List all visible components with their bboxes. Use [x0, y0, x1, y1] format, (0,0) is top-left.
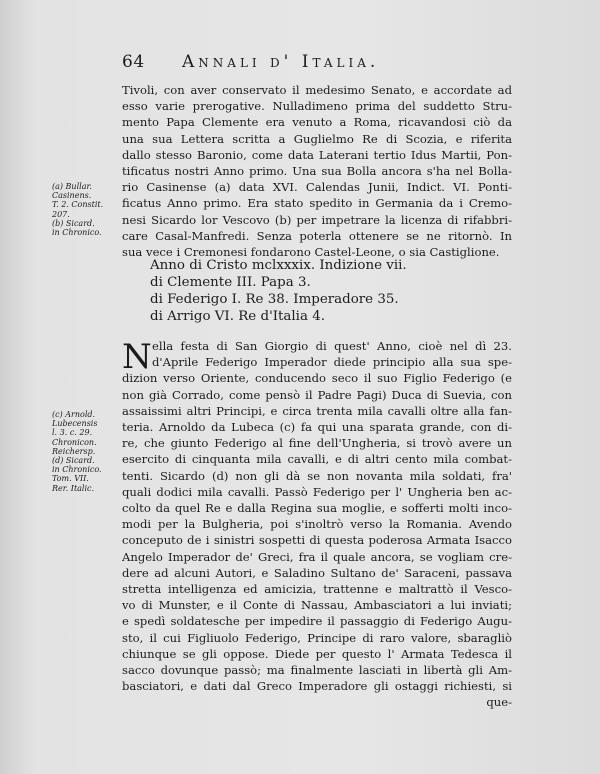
margin-note-line: Tom. VII.: [52, 474, 89, 484]
margin-note-line: Casinens.: [52, 191, 92, 201]
text-line: d'Aprile Federigo Imperador diede principio alla sua spe-: [152, 355, 512, 370]
margin-note-line: Chronicon.: [52, 437, 97, 447]
margin-note-line: l. 3. c. 29.: [52, 428, 93, 438]
margin-note-line: Lubecensis: [52, 419, 98, 429]
margin-note-line: (d) Sicard.: [52, 456, 95, 466]
text-line: basciatori, e dati dal Greco Imperadore gli ostaggi richiesti, si: [122, 679, 512, 694]
text-line: dere ad alcuni Autori, e Saladino Sultano de' Saraceni, passava: [122, 565, 512, 580]
text-line: rio Casinense (a) data XVI. Calendas Junii, Indict. VI. Ponti-: [122, 180, 512, 195]
margin-note-line: in Chronico.: [52, 228, 102, 238]
paragraph-1: [122, 82, 512, 260]
heading-line: di Clemente III. Papa 3.: [150, 275, 311, 290]
heading-line: Anno di Cristo mclxxxix. Indizione vii.: [150, 258, 407, 273]
text-line: sacco dovunque passò; ma finalmente lasciati in libertà gli Am-: [122, 663, 512, 678]
margin-notes-1: [52, 182, 122, 237]
margin-note-line: Reichersp.: [52, 446, 96, 456]
paragraph-2: [122, 338, 512, 711]
text-line: Tivoli, con aver conservato il medesimo Senato, e accordate ad: [122, 83, 512, 97]
running-title: Annali d' Italia.: [182, 52, 380, 72]
text-line: ficatus Anno primo. Era stato spedito in Germania da i Cremo-: [122, 196, 512, 211]
text-line: modi per la Bulgheria, poi s'inoltrò verso la Romania. Avendo: [122, 517, 512, 532]
text-line: ella festa di San Giorgio di quest' Anno, cioè nel dì 23.: [152, 339, 512, 353]
text-line: vo di Munster, e il Conte di Nassau, Ambasciatori a lui inviati;: [122, 598, 512, 613]
text-line: stretta intelligenza ed amicizia, trattenne e maltrattò il Vesco-: [122, 582, 512, 597]
text-line: e spedì soldatesche per impedire il passaggio di Federigo Augu-: [122, 614, 512, 629]
text-line: colto da quel Re e dalla Regina sua moglie, e sofferti molti inco-: [122, 501, 512, 516]
text-line: re, che giunto Federigo al fine dell'Ungheria, si trovò avere un: [122, 436, 512, 451]
text-line: dallo stesso Baronio, come data Laterani tertio Idus Martii, Pon-: [122, 147, 512, 162]
text-line: teria. Arnoldo da Lubeca (c) fa qui una sparata grande, con di-: [122, 420, 512, 435]
text-line: una sua Lettera scritta a Guglielmo Re di Scozia, e riferita: [122, 131, 512, 146]
year-heading: [150, 257, 510, 325]
text-line: tificatus nostri Anno primo. Una sua Bolla ancora s'ha nel Bolla-: [122, 164, 512, 179]
text-line: que-: [486, 695, 512, 710]
text-line: tenti. Sicardo (d) non gli dà se non novanta mila soldati, fra': [122, 468, 512, 483]
drop-cap: N: [122, 337, 152, 377]
text-line: chiunque se gli oppose. Diede per questo l' Armata Tedesca il: [122, 646, 512, 661]
text-line: assaissimi altri Principi, e circa trenta mila cavalli oltre alla fan-: [122, 403, 512, 418]
margin-note-line: in Chronico.: [52, 465, 102, 475]
text-line: nesi Sicardo lor Vescovo (b) per impetrare la licenza di rifabbri-: [122, 212, 512, 227]
text-line: quali dodici mila cavalli. Passò Federigo per l' Ungheria ben ac-: [122, 484, 512, 499]
text-line: non già Corrado, come pensò il Padre Pagi) Duca di Suevia, con: [122, 387, 512, 402]
text-line: sua vece i Cremonesi fondarono Castel-Leone, o sia Castiglione.: [122, 245, 500, 260]
margin-notes-2: [52, 410, 122, 493]
margin-note-line: (b) Sicard.: [52, 218, 95, 228]
margin-note-line: (c) Arnold.: [52, 410, 96, 419]
text-line: Angelo Imperador de' Greci, fra il quale ancora, se vogliam cre-: [122, 549, 512, 564]
text-line: dizion verso Oriente, conducendo seco il suo Figlio Federigo (e: [122, 371, 512, 386]
text-line: esso varie prerogative. Nulladimeno prima del suddetto Stru-: [122, 99, 512, 114]
margin-note-line: (a) Bullar.: [52, 182, 92, 191]
text-line: sto, il cui Figliuolo Federigo, Principe di raro valore, sbaragliò: [122, 630, 512, 645]
text-line: conceputo de i sinistri sospetti di questa poderosa Armata Isacco: [122, 533, 512, 548]
margin-note-line: 207.: [52, 209, 70, 219]
heading-line: di Arrigo VI. Re d'Italia 4.: [150, 309, 325, 324]
margin-note-line: T. 2. Constit.: [52, 200, 104, 210]
text-line: esercito di cinquanta mila cavalli, e di altri cento mila combat-: [122, 452, 512, 467]
page-number: 64: [122, 52, 145, 72]
margin-note-line: Rer. Italic.: [52, 483, 95, 493]
heading-line: di Federigo I. Re 38. Imperadore 35.: [150, 292, 399, 307]
text-line: mento Papa Clemente era venuto a Roma, ricavandosi ciò da: [122, 115, 512, 130]
text-line: care Casal-Manfredi. Senza poterla ottenere se ne ritornò. In: [122, 228, 512, 243]
